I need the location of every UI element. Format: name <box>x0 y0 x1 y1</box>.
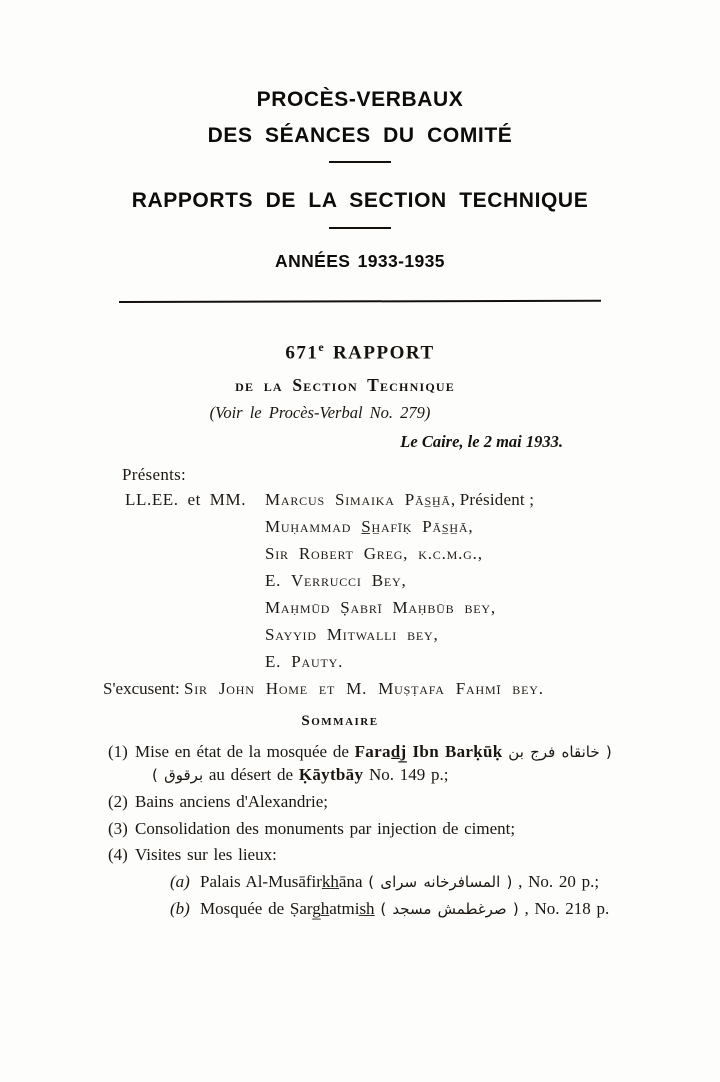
member-row <box>265 486 720 513</box>
divider-long <box>119 300 601 303</box>
item-text: Ṣarg̲h̲atmis̲h̲ <box>289 899 375 919</box>
sommaire-list <box>0 741 720 921</box>
member-name: Sayyid Mitwalli bey, <box>265 625 439 645</box>
item-line <box>170 898 680 921</box>
excused-names: Sir John Home et M. Muṣṭafa Fahmī bey. <box>183 679 544 699</box>
arabic-phrase: ( المسافرخانه سراى ) <box>368 872 513 891</box>
item-number: (4) <box>108 845 128 865</box>
sommaire-item <box>170 898 680 921</box>
member-name: E. Pauty. <box>265 652 344 672</box>
report-reference: (Voir le Procès-Verbal No. 279) <box>209 403 431 423</box>
member-role: , Président ; <box>450 490 535 510</box>
sommaire-item <box>170 871 680 894</box>
report-ordinal: e <box>318 340 324 354</box>
item-line <box>108 818 680 840</box>
item-number: (3) <box>108 818 128 838</box>
member-name: Sir Robert Greg, k.c.m.g., <box>265 544 483 564</box>
item-text: Bains anciens d'Alexandrie; <box>135 792 329 812</box>
member-row <box>265 621 720 648</box>
item-line <box>108 741 680 764</box>
report-number: 671 <box>285 342 319 364</box>
sommaire-item <box>108 818 680 840</box>
arabic-phrase: برقوق ) <box>152 765 204 784</box>
title-seances-comite: DES SÉANCES DU COMITÉ <box>207 124 513 147</box>
doc-header <box>0 0 720 272</box>
divider-short-top <box>329 161 391 163</box>
arabic-phrase: ( خانقاه فرج بن <box>508 743 612 762</box>
item-text: Visites sur les lieux: <box>135 845 277 865</box>
monument-name: Farad̲j̲ Ibn Barḳūḳ <box>354 742 503 762</box>
member-row <box>265 648 720 675</box>
report-subtitle: de la Section Technique <box>235 375 455 396</box>
member-row <box>265 513 720 540</box>
item-text: Mosquée de <box>200 899 290 919</box>
attendance-block <box>125 486 720 675</box>
item-text: au désert de <box>203 764 299 784</box>
sommaire-item <box>108 844 680 866</box>
report-title: RAPPORT <box>332 342 435 364</box>
item-text: , No. 20 p.; <box>512 871 600 891</box>
item-text: Consolidation des monuments par injection de ciment; <box>135 818 516 838</box>
sommaire-item <box>108 791 680 813</box>
report-head <box>0 334 720 453</box>
title-years: ANNÉES 1933-1935 <box>275 251 445 271</box>
sommaire-section <box>0 711 720 921</box>
report-number-line <box>0 334 720 366</box>
item-line <box>108 844 680 866</box>
member-name: Marcus Simaika Pās̲h̲ā <box>265 490 451 510</box>
item-continuation-line <box>108 764 680 787</box>
member-row <box>265 567 720 594</box>
title-rapports-section: RAPPORTS DE LA SECTION TECHNIQUE <box>131 189 589 212</box>
members-column <box>265 486 720 675</box>
sommaire-item <box>108 741 680 786</box>
sommaire-heading: Sommaire <box>301 713 379 730</box>
member-name: E. Verrucci Bey, <box>265 571 407 591</box>
item-number: (1) <box>108 742 128 762</box>
excused-label: S'excusent: <box>103 679 180 699</box>
monument-name: Ḳāytbāy <box>298 764 364 784</box>
member-name: Maḥmūd Ṣabrī Maḥbūb bey, <box>265 598 496 618</box>
report-dateline: Le Caire, le 2 mai 1933. <box>400 432 563 452</box>
member-row <box>265 594 720 621</box>
attendance-prefix: LL.EE. et MM. <box>125 490 247 510</box>
presents-label: Présents: <box>122 465 187 485</box>
item-text: Mise en état de la mosquée de <box>135 742 355 762</box>
item-text: No. 149 p.; <box>363 764 449 784</box>
member-name: Muḥammad S̲h̲afīḳ Pās̲h̲ā, <box>265 517 474 537</box>
item-text: , No. 218 p. <box>518 899 610 919</box>
item-text: Al-Musāfirk̲h̲āna <box>245 871 363 891</box>
attendance-section <box>0 463 720 702</box>
item-text: Palais <box>200 871 246 891</box>
item-number: (2) <box>108 792 128 812</box>
title-proces-verbaux: PROCÈS-VERBAUX <box>256 88 464 111</box>
arabic-phrase: ( صرغطمش مسجد ) <box>380 900 519 919</box>
item-line <box>108 791 680 813</box>
item-line <box>170 871 680 894</box>
excused-line <box>103 675 720 702</box>
item-number: (a) <box>170 871 190 891</box>
divider-short-mid <box>329 227 391 229</box>
member-row <box>265 540 720 567</box>
item-number: (b) <box>170 899 190 919</box>
